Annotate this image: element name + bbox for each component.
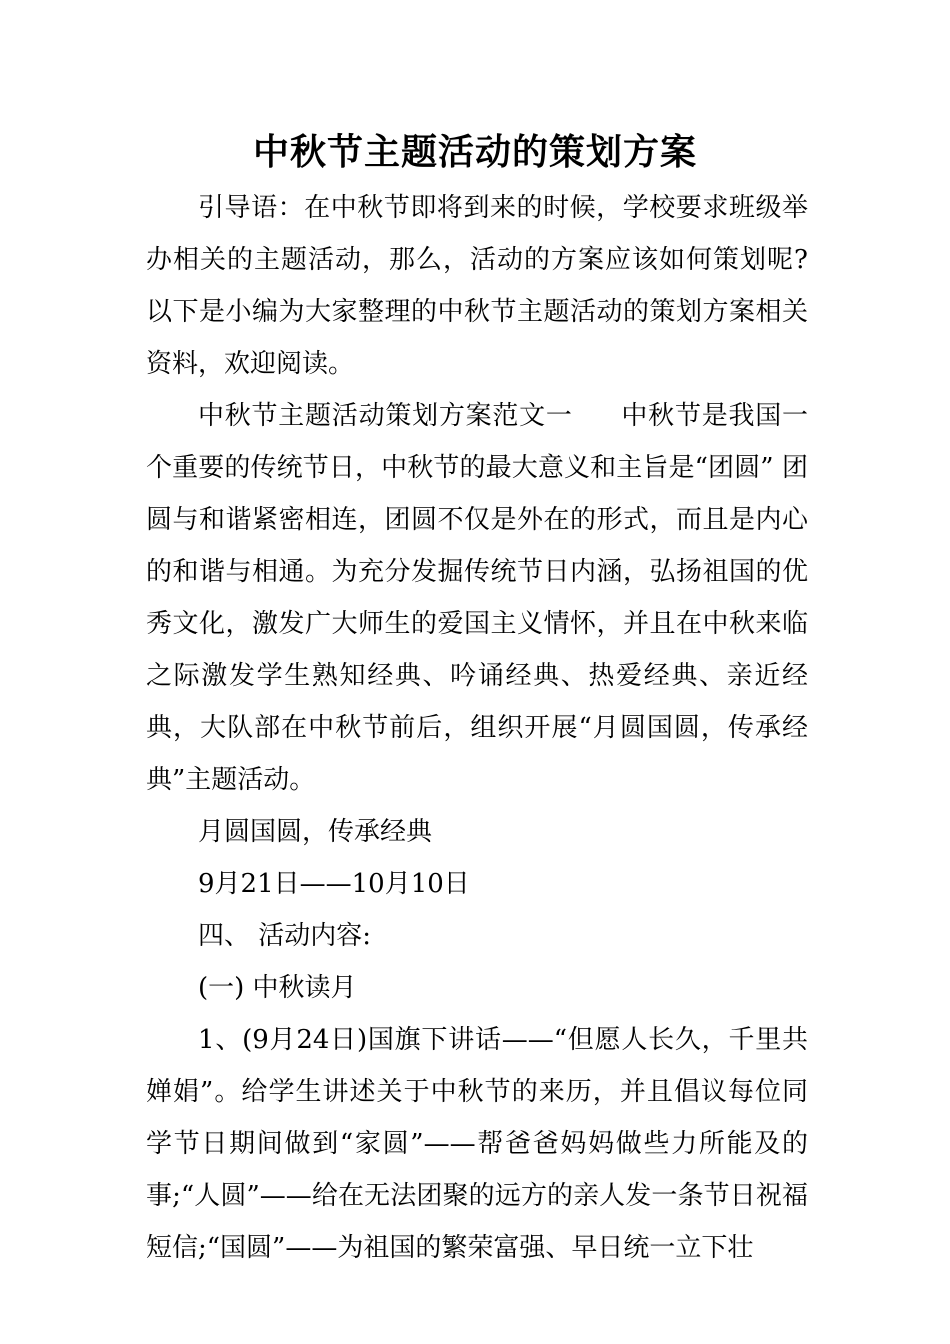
section-four-heading: 四、 活动内容: (198, 921, 372, 951)
document-body (146, 182, 808, 1274)
intro-paragraph: 引导语：在中秋节即将到来的时候，学校要求班级举办相关的主题活动，那么，活动的方案应该如何策划呢?以下是小编为大家整理的中秋节主题活动的策划方案相关资料，欢迎阅读。 (146, 193, 808, 379)
subsection-one-heading: (一) 中秋读月 (198, 973, 357, 1003)
sample-body: 中秋节是我国一个重要的传统节日，中秋节的最大意义和主旨是“团圆” 团圆与和谐紧密相连，团圆不仅是外在的形式，而且是内心的和谐与相通。为充分发掘传统节日内涵，弘扬祖国的优秀文化，激发广大师生的爱国主义情怀，并且在中秋来临之际激发学生熟知经典、吟诵经典、热爱经典、亲近经典，大队部在中秋节前后，组织开展“月圆国圆，传承经典”主题活动。 (146, 401, 808, 795)
item-one-paragraph: 1、(9月24日)国旗下讲话——“但愿人长久，千里共婵娟”。给学生讲述关于中秋节的来历，并且倡议每位同学节日期间做到“家圆”——帮爸爸妈妈做些力所能及的事;“人圆”——给在无法团聚的远方的亲人发一条节日祝福短信;“国圆”——为祖国的繁荣富强、早日统一立下壮 (146, 1025, 808, 1263)
dates-line: 9月21日——10月10日 (198, 869, 470, 899)
sample-paragraph (146, 390, 808, 806)
theme-line: 月圆国圆，传承经典 (198, 817, 433, 847)
document-title: 中秋节主题活动的策划方案 (252, 131, 697, 173)
sample-heading: 中秋节主题活动策划方案范文一 (198, 401, 573, 431)
